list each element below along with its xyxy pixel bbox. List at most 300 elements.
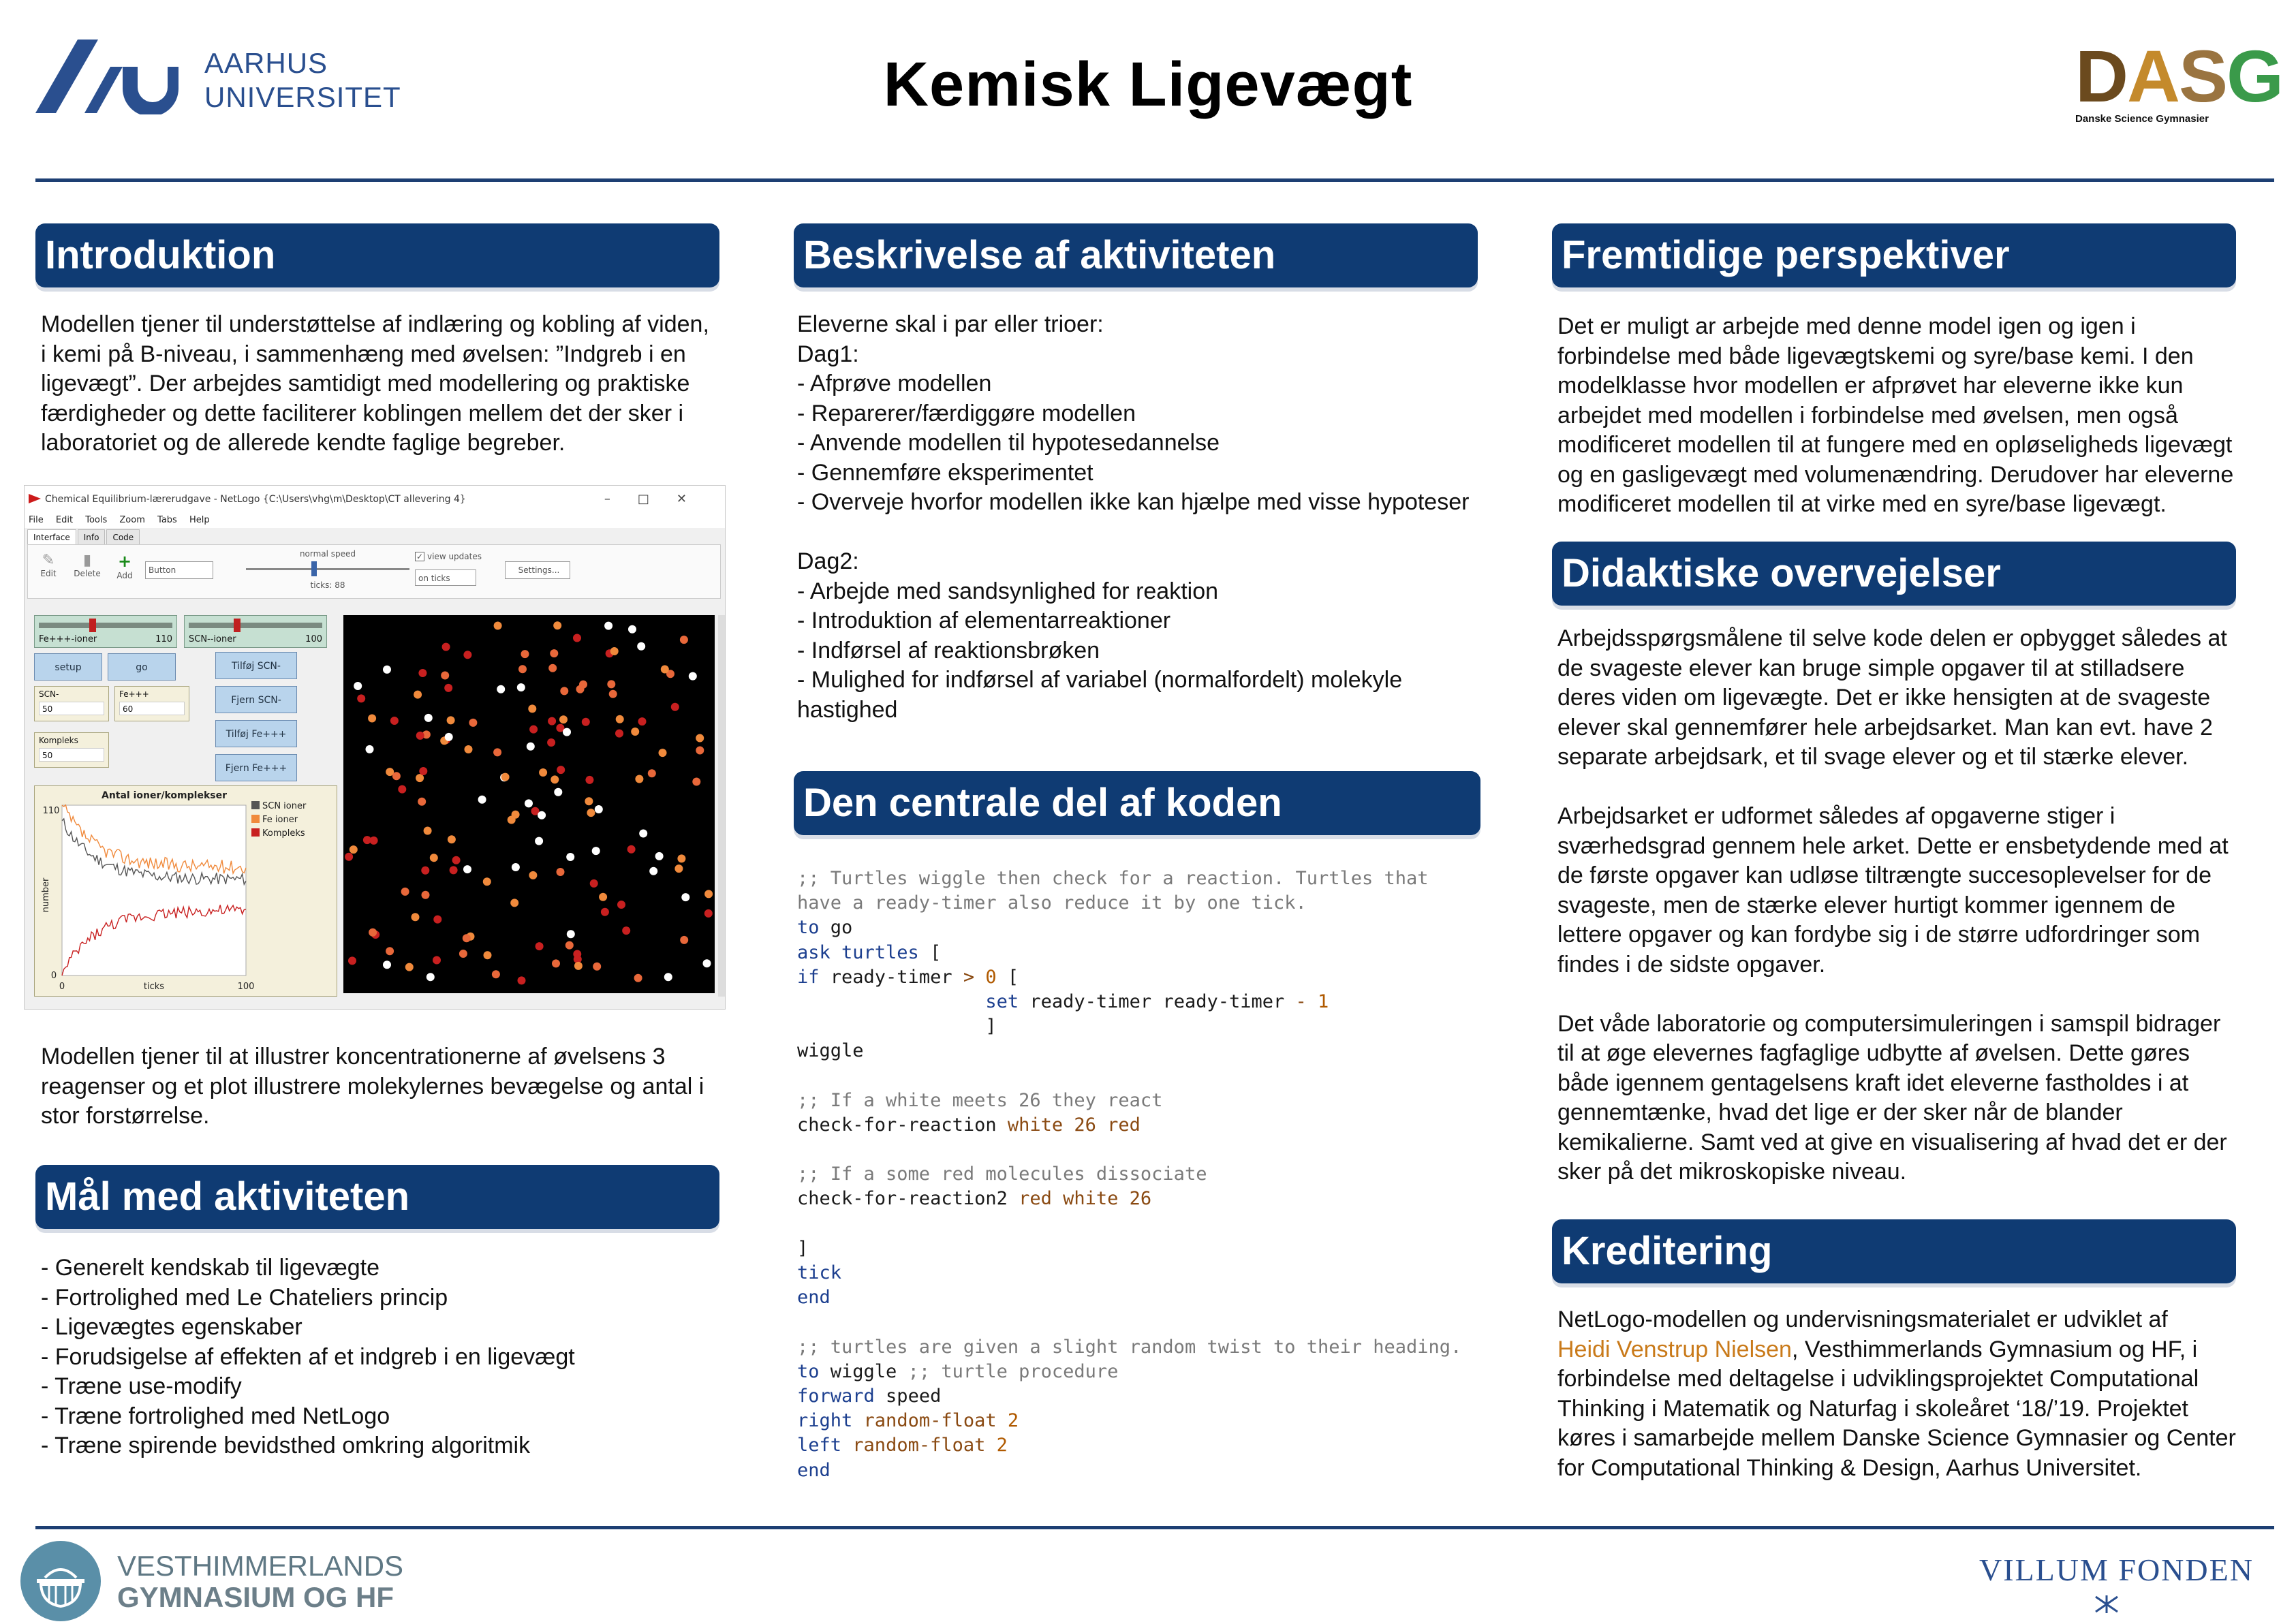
molecule-particle: [595, 805, 603, 813]
dasg-letter-a: A: [2127, 35, 2179, 117]
fremtidige-paragraph: Det er muligt ar arbejde med denne model igen og igen i forbindelse med både ligevægtskemi og syre/base kemi. I den modelklasse hvor modellen er afprøvet har eleverne ikke kun arbejdet med modellen i forbindelse med øvelsen, men også modificeret modellen til at fungere med en opløseligheds ligevægt og en gasligevægt med volumenændring. Derudover har eleverne modificeret modellen til at virke med en syre/base ligevægt.: [1557, 313, 2234, 517]
code-line: [797, 1409, 1499, 1433]
netlogo-world-view[interactable]: [343, 615, 715, 993]
molecule-particle: [416, 732, 424, 740]
header-divider: [35, 178, 2274, 182]
code-token: -: [1295, 990, 1307, 1012]
molecule-particle: [628, 625, 636, 634]
edit-tool-label: Edit: [40, 569, 57, 578]
code-token: ;; turtle procedure: [907, 1360, 1119, 1382]
molecule-particle: [610, 647, 619, 655]
molecule-particle: [441, 672, 449, 680]
dag1-list-item: - Anvende modellen til hypotesedannelse: [797, 430, 1220, 456]
code-line: [797, 990, 1499, 1014]
plot-legend: [251, 801, 307, 839]
delete-tool[interactable]: [70, 552, 104, 578]
molecule-particle: [689, 672, 697, 681]
molecule-particle: [390, 717, 399, 725]
code-token: set: [985, 990, 1019, 1012]
code-line: [797, 866, 1499, 891]
vg-line2a: GYMNASIUM: [117, 1581, 296, 1613]
view-updates-label: view updates: [427, 552, 482, 561]
molecule-particle: [518, 665, 527, 673]
code-token: [852, 1410, 863, 1431]
beskrivelse-intro: Eleverne skal i par eller trioer:: [797, 311, 1104, 337]
fjern-fe-button[interactable]: Fjern Fe+++: [215, 754, 297, 781]
molecule-particle: [405, 963, 414, 971]
molecule-particle: [592, 847, 600, 855]
au-logo-line1: AARHUS: [204, 47, 328, 79]
molecule-particle: [424, 714, 433, 722]
view-updates-checkbox[interactable]: ✓: [416, 552, 424, 561]
kompleks-monitor-label: Kompleks: [39, 736, 78, 745]
code-token: speed: [874, 1385, 942, 1407]
menu-zoom[interactable]: Zoom: [119, 515, 145, 525]
dag2-list: [797, 577, 1478, 725]
pencil-icon: ✎: [42, 552, 55, 569]
code-token: white 26 red: [1007, 1114, 1141, 1136]
molecule-particle: [493, 748, 501, 756]
molecule-particle: [426, 973, 435, 981]
didaktiske-heading: Didaktiske overvejelser: [1552, 542, 2236, 606]
ioner-plot: [34, 785, 337, 997]
code-token: end: [797, 1287, 831, 1309]
ioner-plot-svg: [35, 786, 338, 997]
didaktiske-paragraph-1: Arbejdsspørgsmålene til selve kode delen er opbygget således at de svageste elever kan bruge simple opgaver til at stilladsere deres viden om ligevægte. Det er ikke hensigten at de svageste elever skal gennemfører hele arbejdsarket. Man kan evt. have 2 separate arbejdsark, et til svage elever og et til stærke elever.: [1557, 625, 2227, 770]
molecule-particle: [478, 796, 486, 804]
code-token: have a ready-timer also reduce it by one tick.: [797, 892, 1307, 914]
code-line: [797, 965, 1499, 990]
tab-info[interactable]: Info: [78, 529, 106, 545]
vg-line2b: OG HF: [303, 1581, 394, 1613]
molecule-particle: [445, 733, 453, 741]
code-line: [797, 1212, 1499, 1236]
code-token: [: [996, 966, 1019, 988]
code-line: [797, 941, 1499, 965]
molecule-particle: [627, 845, 636, 854]
molecule-particle: [492, 970, 500, 978]
molecule-particle: [421, 866, 429, 875]
code-token: 1: [1318, 990, 1329, 1012]
molecule-particle: [419, 767, 427, 775]
code-line: [797, 916, 1499, 940]
code-line: [797, 1458, 1499, 1483]
molecule-particle: [661, 666, 669, 674]
scrollbar[interactable]: [718, 615, 725, 997]
molecule-particle: [536, 942, 544, 950]
netlogo-menubar: [25, 513, 725, 528]
menu-help[interactable]: Help: [189, 515, 210, 525]
legend-swatch: [251, 801, 260, 809]
plot-xmax: 100: [237, 982, 255, 992]
vesthimmerlands-logo: [20, 1541, 402, 1616]
kreditering-after-name: , Vesthimmerlands Gymnasium og HF, i forbindelse med deltagelse i udviklingsprojektet Computational Thinking i Matematik og Naturfag i skoleåret ‘18/’19. Projektet køres i samarbejde mellem Danske Science Gymnasier og Center for Computational Thinking & Design, Aarhus Universitet.: [1557, 1336, 2236, 1481]
dag1-list-item: - Reparerer/færdiggøre modellen: [797, 400, 1136, 426]
molecule-particle: [354, 682, 362, 690]
dasg-letter-g: G: [2227, 35, 2283, 117]
spacer: [1557, 980, 2239, 1010]
molecule-particle: [593, 963, 601, 971]
netlogo-window-title-text: Chemical Equilibrium-lærerudgave - NetLogo {C:\Users\vhg\m\Desktop\CT allevering 4}: [45, 494, 466, 505]
maal-list: [41, 1253, 715, 1461]
plot-ymin: 0: [50, 971, 57, 981]
scn-slider-knob[interactable]: [234, 619, 241, 632]
molecule-particle: [369, 928, 377, 937]
update-mode-select[interactable]: on ticks: [415, 569, 476, 586]
molecule-particle: [681, 893, 689, 901]
code-token: left: [797, 1435, 842, 1456]
scn-monitor-label: SCN-: [39, 689, 59, 699]
tilfoj-fe-button[interactable]: Tilføj Fe+++: [215, 720, 297, 747]
maal-list-item: - Træne spirende bevidsthed omkring algoritmik: [41, 1433, 531, 1458]
didaktiske-paragraph-2: Arbejdsarket er udformet således af opgaverne stiger i sværhedsgrad gennem hele arket. Dette er ensbetydende med at de første opgaver kan udløse tiltrængte succesoplevelser for de svageste, men de stærke elever hurtigt kommer igennem de lettere opgaver og kan fordybe sig i de større udfordringer som findes i de sidste opgaver.: [1557, 803, 2229, 978]
molecule-particle: [585, 776, 593, 784]
molecule-particle: [631, 728, 639, 736]
legend-label: Fe ioner: [262, 815, 298, 825]
molecule-particle: [599, 893, 607, 901]
molecule-particle: [692, 778, 700, 786]
code-line: [797, 1285, 1499, 1310]
dag2-list-item: - Indførsel af reaktionsbrøken: [797, 637, 1100, 663]
code-line: [797, 1014, 1499, 1039]
molecule-particle: [459, 950, 467, 958]
code-line: [797, 1335, 1499, 1360]
code-token: [841, 1435, 852, 1456]
plot-ymax: 110: [42, 806, 60, 816]
molecule-particle: [412, 913, 420, 921]
molecule-particle: [554, 788, 562, 796]
code-token: [797, 991, 985, 1012]
fe-ioner-slider[interactable]: [34, 615, 177, 648]
code-token: to: [797, 1360, 820, 1382]
molecule-particle: [539, 768, 547, 777]
villum-fonden-logo: VILLUM FONDEN: [1979, 1552, 2254, 1587]
dag2-list-item: - Arbejde med sandsynlighed for reaktion: [797, 578, 1219, 604]
fe-slider-knob[interactable]: [89, 619, 96, 632]
code-line: [797, 1433, 1499, 1458]
molecule-particle: [383, 961, 391, 969]
code-line: [797, 1261, 1499, 1285]
molecule-particle: [550, 775, 559, 783]
introduktion-text-2: [41, 1042, 715, 1131]
molecule-particle: [386, 947, 394, 955]
dag1-title: Dag1:: [797, 341, 859, 367]
fe-slider-value: 110: [155, 634, 172, 644]
molecule-particle: [573, 950, 581, 958]
molecule-particle: [548, 717, 556, 725]
code-line: [797, 1187, 1499, 1211]
maal-heading: Mål med aktiviteten: [35, 1165, 719, 1229]
molecule-particle: [635, 775, 643, 783]
molecule-particle: [648, 769, 656, 777]
molecule-particle: [601, 908, 609, 916]
code-line: [797, 1064, 1499, 1089]
ticks-counter: ticks: 88: [310, 580, 345, 590]
molecule-particle: [463, 934, 471, 942]
molecule-particle: [510, 899, 518, 907]
molecule-particle: [535, 837, 543, 845]
introduktion-text: [41, 310, 715, 458]
molecule-particle: [617, 901, 625, 909]
vesthimmerlands-emblem-icon: [20, 1541, 101, 1621]
tilfoj-scn-button[interactable]: Tilføj SCN-: [215, 652, 297, 679]
code-token: end: [797, 1459, 831, 1481]
molecule-particle: [442, 643, 450, 651]
molecule-particle: [607, 680, 615, 688]
fe-slider-label: Fe+++-ioner: [39, 634, 97, 644]
molecule-particle: [671, 703, 679, 711]
legend-label: Kompleks: [262, 828, 305, 839]
scn-ioner-slider[interactable]: [184, 615, 327, 648]
menu-tools[interactable]: Tools: [85, 515, 108, 525]
go-button[interactable]: go: [108, 653, 176, 681]
dasg-letter-d: D: [2075, 35, 2127, 117]
spacer: [797, 518, 1478, 548]
molecule-particle: [550, 649, 558, 657]
plot-area: [62, 805, 246, 975]
scn-slider-bar: [189, 623, 322, 628]
dag1-list: [797, 369, 1478, 518]
molecule-particle: [703, 959, 711, 967]
code-token: [997, 1410, 1008, 1431]
fremtidige-heading: Fremtidige perspektiver: [1552, 223, 2236, 287]
molecule-particle: [418, 798, 426, 806]
tab-interface[interactable]: Interface: [27, 529, 76, 545]
molecule-particle: [447, 716, 455, 724]
molecule-particle: [424, 827, 432, 835]
spacer: [1557, 772, 2239, 802]
code-token: go: [819, 917, 853, 939]
didaktiske-text: [1557, 624, 2239, 1187]
molecule-particle: [609, 690, 617, 698]
molecule-particle: [433, 916, 441, 924]
molecule-particle: [465, 745, 473, 753]
code-token: check-for-reaction: [797, 1114, 1008, 1136]
molecule-particle: [350, 845, 358, 854]
legend-label: SCN ioner: [262, 801, 307, 811]
code-line: [797, 1138, 1499, 1162]
plus-icon: +: [117, 552, 132, 571]
molecule-particle: [587, 809, 595, 817]
tab-code[interactable]: Code: [106, 529, 140, 545]
scn-monitor-value: 50: [39, 702, 104, 715]
dasg-logo-subtitle: Danske Science Gymnasier: [2075, 113, 2209, 125]
molecule-particle: [469, 719, 477, 727]
legend-swatch: [251, 815, 260, 823]
code-line: [797, 1039, 1499, 1063]
molecule-particles: [343, 615, 715, 993]
molecule-particle: [414, 691, 422, 699]
code-line: [797, 1236, 1499, 1261]
code-token: ;; turtles are given a slight random twist to their heading.: [797, 1336, 1462, 1358]
molecule-particle: [677, 854, 685, 862]
menu-edit[interactable]: Edit: [55, 515, 74, 525]
code-token: 2: [996, 1435, 1008, 1456]
menu-file[interactable]: File: [29, 515, 44, 525]
molecule-particle: [696, 734, 704, 743]
molecule-particle: [401, 888, 409, 896]
code-line: [797, 1360, 1499, 1384]
molecule-particle: [574, 962, 583, 970]
window-controls-icon: –□✕: [604, 492, 714, 506]
speed-label: normal speed: [299, 549, 356, 559]
molecule-particle: [357, 694, 365, 702]
villum-fonden-mark-icon: [2093, 1594, 2120, 1614]
add-tool[interactable]: [112, 552, 137, 580]
molecule-particle: [680, 636, 688, 644]
edit-tool[interactable]: [35, 552, 62, 578]
settings-button[interactable]: Settings...: [505, 561, 570, 579]
molecule-particle: [637, 642, 645, 651]
molecule-particle: [552, 959, 560, 967]
molecule-particle: [529, 725, 538, 734]
code-line: [797, 1384, 1499, 1409]
scn-slider-value: 100: [305, 634, 322, 644]
kreditering-author-name: Heidi Venstrup Nielsen: [1557, 1336, 1792, 1362]
molecule-particle: [548, 664, 557, 672]
molecule-particle: [560, 687, 568, 695]
beskrivelse-text: [797, 310, 1478, 725]
molecule-particle: [649, 867, 657, 875]
fe-slider-bar: [39, 623, 172, 628]
molecule-particle: [444, 684, 452, 692]
widget-type-select[interactable]: Button: [145, 561, 213, 579]
page-title: Kemisk Ligevægt: [883, 50, 1413, 119]
molecule-particle: [512, 811, 520, 819]
dag2-title: Dag2:: [797, 548, 859, 574]
molecule-particle: [565, 941, 574, 950]
plot-xmin: 0: [59, 982, 65, 992]
molecule-particle: [664, 973, 672, 981]
maal-list-item: - Træne use-modify: [41, 1373, 242, 1399]
code-token: wiggle: [797, 1040, 864, 1062]
plot-xlabel: ticks: [143, 982, 165, 992]
trash-icon: ▮: [82, 552, 92, 569]
au-logo-line2: UNIVERSITET: [204, 81, 401, 113]
molecule-particle: [527, 743, 535, 751]
molecule-particle: [518, 976, 526, 984]
code-token: to: [797, 917, 820, 939]
dag2-list-item: - Mulighed for indførsel af variabel (normalfordelt) molekyle hastighed: [797, 667, 1403, 723]
molecule-particle: [547, 738, 555, 747]
maal-list-item: - Generelt kendskab til ligevægte: [41, 1255, 380, 1281]
code-token: forward: [797, 1385, 875, 1407]
beskrivelse-heading: Beskrivelse af aktiviteten: [794, 223, 1478, 287]
molecule-particle: [566, 853, 574, 861]
molecule-particle: [567, 930, 575, 938]
plot-ylabel: number: [41, 877, 51, 913]
legend-swatch: [251, 828, 260, 837]
netlogo-tabs: [27, 529, 141, 544]
molecule-particle: [528, 704, 536, 713]
molecule-particle: [622, 926, 630, 935]
kode-heading: Den centrale del af koden: [794, 771, 1480, 835]
molecule-particle: [348, 956, 356, 965]
fjern-scn-button[interactable]: Fjern SCN-: [215, 686, 297, 713]
setup-button[interactable]: setup: [34, 653, 102, 681]
molecule-particle: [582, 718, 590, 726]
molecule-particle: [512, 863, 520, 871]
molecule-particle: [704, 890, 713, 898]
code-line: [797, 1310, 1499, 1334]
molecule-particle: [398, 785, 406, 794]
maal-list-item: - Fortrolighed med Le Chateliers princip: [41, 1284, 448, 1311]
add-tool-label: Add: [117, 571, 133, 580]
molecule-particle: [696, 747, 704, 755]
code-token: check-for-reaction2: [797, 1188, 1019, 1210]
molecule-particle: [538, 811, 546, 819]
molecule-particle: [345, 853, 353, 861]
molecule-particle: [450, 866, 458, 874]
molecule-particle: [383, 666, 391, 674]
code-token: ask turtles: [797, 941, 919, 963]
molecule-particle: [590, 879, 598, 888]
code-listing: [797, 866, 1499, 1483]
code-token: ]: [797, 1016, 997, 1037]
molecule-particle: [616, 715, 624, 723]
molecule-particle: [557, 766, 565, 774]
dag1-list-item: - Afprøve modellen: [797, 371, 992, 396]
code-line: [797, 1113, 1499, 1138]
code-token: tick: [797, 1262, 842, 1283]
fe-monitor-label: Fe+++: [119, 689, 149, 699]
kreditering-paragraph: [1557, 1305, 2239, 1483]
netlogo-screenshot: [24, 485, 726, 1010]
scn-monitor: [34, 686, 109, 721]
speed-slider-thumb[interactable]: [311, 561, 317, 576]
maal-list-item: - Ligevægtes egenskaber: [41, 1314, 302, 1340]
scn-slider-label: SCN--ioner: [189, 634, 236, 644]
code-token: >: [963, 966, 975, 988]
molecule-particle: [418, 669, 426, 677]
molecule-particle: [704, 909, 713, 918]
vg-line1: VESTHIMMERLANDS: [117, 1550, 404, 1582]
molecule-particle: [615, 730, 623, 738]
maal-list-item: - Forudsigelse af effekten af et indgreb i en ligevægt: [41, 1343, 575, 1370]
molecule-particle: [494, 622, 502, 630]
molecule-particle: [655, 852, 664, 860]
molecule-particle: [452, 856, 461, 864]
code-line: [797, 1089, 1499, 1113]
code-token: ;; If a white meets 26 they react: [797, 1089, 1163, 1111]
molecule-particle: [368, 715, 376, 723]
code-token: [974, 967, 985, 988]
kompleks-monitor: [34, 732, 109, 768]
molecule-particle: [448, 835, 456, 843]
molecule-particle: [517, 683, 525, 691]
molecule-particle: [557, 868, 565, 876]
molecule-particle: [430, 854, 438, 862]
molecule-particle: [674, 864, 683, 873]
molecule-particle: [638, 717, 647, 725]
molecule-particle: [525, 799, 533, 807]
code-token: random-float: [863, 1410, 997, 1432]
plot-title: Antal ioner/komplekser: [101, 790, 228, 801]
molecule-particle: [363, 836, 371, 844]
introduktion-paragraph-2: Modellen tjener til at illustrer koncentrationerne af øvelsens 3 reagenser og et plot illustrere molekylernes bevægelse og antal i stor forstørrelse.: [41, 1044, 704, 1129]
kreditering-text: [1557, 1305, 2239, 1483]
code-token: 2: [1007, 1410, 1019, 1432]
molecule-particle: [529, 871, 537, 879]
kreditering-before-name: NetLogo-modellen og undervisningsmaterialet er udviklet af: [1557, 1307, 2168, 1332]
molecule-particle: [576, 685, 585, 693]
speed-slider-track[interactable]: [246, 568, 409, 570]
code-token: ;; Turtles wiggle then check for a reaction. Turtles that: [797, 868, 1429, 889]
menu-tabs[interactable]: Tabs: [157, 515, 177, 525]
molecule-particle: [422, 891, 430, 899]
molecule-particle: [634, 974, 642, 982]
dag1-list-item: - Gennemføre eksperimentet: [797, 459, 1093, 486]
